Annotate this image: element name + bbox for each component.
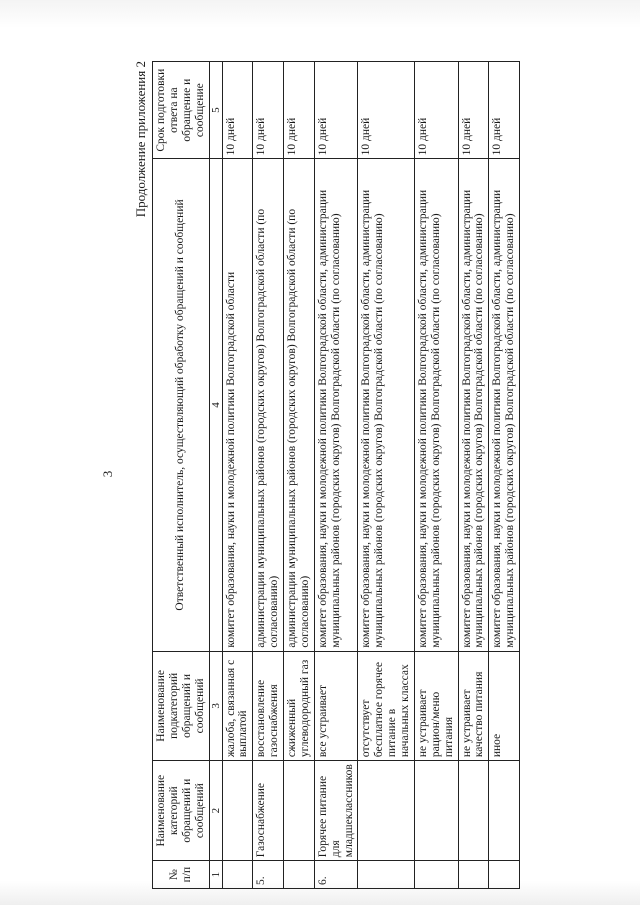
row-category — [222, 761, 253, 861]
row-category — [489, 761, 520, 861]
table-row — [458, 62, 489, 889]
row-term: 10 дней — [489, 62, 520, 159]
rotated-page — [90, 43, 602, 905]
table-row — [358, 62, 415, 889]
table-row — [414, 62, 458, 889]
row-subcategory: не устраивает качество питания — [458, 651, 489, 761]
row-number — [222, 861, 253, 889]
row-subcategory: все устраивает — [314, 651, 358, 761]
row-number: 5. — [253, 861, 284, 889]
row-category — [284, 761, 315, 861]
page-number: 3 — [100, 470, 115, 478]
column-number: 4 — [209, 159, 222, 651]
row-executor: комитет образования, науки и молодежной политики Волгоградской области, администрации муниципальных районов (городских округов) Волгоградской области (по согласованию) — [458, 159, 489, 651]
row-executor: администрации муниципальных районов (городских округов) Волгоградской области (по согласованию) — [253, 159, 284, 651]
row-term: 10 дней — [458, 62, 489, 159]
column-number: 3 — [209, 651, 222, 761]
row-category — [414, 761, 458, 861]
row-term: 10 дней — [222, 62, 253, 159]
table-row — [489, 62, 520, 889]
row-subcategory: сжиженный углеводородный газ — [284, 651, 315, 761]
row-executor: комитет образования, науки и молодежной политики Волгоградской области, администрации муниципальных районов (городских округов) Волгоградской области (по согласованию) — [314, 159, 358, 651]
row-executor: комитет образования, науки и молодежной политики Волгоградской области, администрации муниципальных районов (городских округов) Волгоградской области (по согласованию) — [414, 159, 458, 651]
row-term: 10 дней — [414, 62, 458, 159]
row-executor: администрации муниципальных районов (городских округов) Волгоградской области (по согласованию) — [284, 159, 315, 651]
row-subcategory: восстановление газоснабжения — [253, 651, 284, 761]
row-term: 10 дней — [253, 62, 284, 159]
row-executor: комитет образования, науки и молодежной политики Волгоградской области — [222, 159, 253, 651]
row-executor: комитет образования, науки и молодежной политики Волгоградской области, администрации муниципальных районов (городских округов) Волгоградской области (по согласованию) — [358, 159, 415, 651]
row-category — [358, 761, 415, 861]
row-number: 6. — [314, 861, 358, 889]
appeals-table — [152, 61, 520, 889]
table-row — [253, 62, 284, 889]
row-category — [458, 761, 489, 861]
row-category: Горячее питание для младшеклассников — [314, 761, 358, 861]
header-category: Наименование категорий обращений и сообщений — [153, 761, 210, 861]
header-subcategory: Наименование подкатегорий обращений и сообщений — [153, 651, 210, 761]
row-term: 10 дней — [314, 62, 358, 159]
table-row — [314, 62, 358, 889]
row-subcategory: иное — [489, 651, 520, 761]
row-subcategory: отсутствует бесплатное горячее питание в начальных классах — [358, 651, 415, 761]
row-number — [414, 861, 458, 889]
header-term: Срок подготовки ответа на обращение и сообщение — [153, 62, 210, 159]
scan-edge-top — [0, 0, 640, 28]
header-executor: Ответственный исполнитель, осуществляющий обработку обращений и сообщений — [153, 159, 210, 651]
appendix-continuation-note: Продолжение приложения 2 — [133, 61, 148, 218]
table-header-row — [153, 62, 210, 889]
column-number: 5 — [209, 62, 222, 159]
column-numbers-row — [209, 62, 222, 889]
row-number — [358, 861, 415, 889]
column-number: 2 — [209, 761, 222, 861]
row-number — [284, 861, 315, 889]
row-term: 10 дней — [358, 62, 415, 159]
header-number: № п/п — [153, 861, 210, 889]
row-executor: комитет образования, науки и молодежной политики Волгоградской области, администрации муниципальных районов (городских округов) Волгоградской области (по согласованию) — [489, 159, 520, 651]
row-category: Газоснабжение — [253, 761, 284, 861]
column-number: 1 — [209, 861, 222, 889]
row-number — [458, 861, 489, 889]
table-row — [284, 62, 315, 889]
row-term: 10 дней — [284, 62, 315, 159]
row-number — [489, 861, 520, 889]
row-subcategory: не устраивает рацион/меню питания — [414, 651, 458, 761]
table-row — [222, 62, 253, 889]
row-subcategory: жалоба, связанная с выплатой — [222, 651, 253, 761]
